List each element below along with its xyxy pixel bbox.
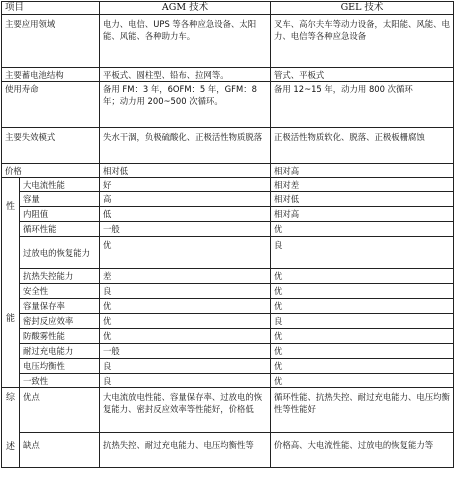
category-performance-top: 性 <box>5 202 15 212</box>
perf-label: 防酸雾性能 <box>20 329 100 344</box>
agm-failure: 失水干涸，负极硫酸化、正极活性物质脱落 <box>100 128 271 164</box>
gel-pros: 循环性能、抗热失控、耐过充电能力、电压均衡性等性能好 <box>271 388 454 433</box>
perf-agm: 良 <box>100 359 271 374</box>
agm-pros: 大电流放电性能、容量保存率、过放电的恢复能力、密封反应效率等性能好，价格低 <box>100 388 271 433</box>
row-performance <box>2 284 454 299</box>
label-cons: 缺点 <box>20 433 100 468</box>
perf-agm: 良 <box>100 374 271 388</box>
perf-label: 大电流性能 <box>20 178 100 192</box>
gel-failure: 正极活性物质软化、脱落、正极板栅腐蚀 <box>271 128 454 164</box>
label-application: 主要应用领域 <box>2 15 100 68</box>
row-performance <box>2 344 454 359</box>
perf-gel: 优 <box>271 329 454 344</box>
row-performance <box>2 359 454 374</box>
perf-gel: 相对高 <box>271 207 454 222</box>
perf-gel: 相对差 <box>271 178 454 192</box>
perf-label: 循环性能 <box>20 222 100 237</box>
row-performance <box>2 329 454 344</box>
row-performance <box>2 207 454 222</box>
row-cons <box>2 433 454 468</box>
label-structure: 主要蓄电池结构 <box>2 68 100 82</box>
perf-agm: 优 <box>100 237 271 269</box>
perf-agm: 差 <box>100 269 271 284</box>
perf-agm: 一般 <box>100 344 271 359</box>
header-gel: GEL 技术 <box>271 2 454 15</box>
perf-agm: 高 <box>100 192 271 207</box>
row-performance <box>2 269 454 284</box>
perf-agm: 优 <box>100 314 271 329</box>
row-performance <box>2 314 454 329</box>
perf-gel: 优 <box>271 284 454 299</box>
row-performance <box>2 178 454 192</box>
perf-agm: 一般 <box>100 222 271 237</box>
perf-gel: 优 <box>271 299 454 314</box>
agm-price: 相对低 <box>100 164 271 178</box>
perf-agm: 好 <box>100 178 271 192</box>
perf-label: 电压均衡性 <box>20 359 100 374</box>
agm-gel-comparison-table <box>1 1 454 468</box>
perf-label: 密封反应效率 <box>20 314 100 329</box>
category-summary <box>2 388 20 468</box>
perf-gel: 优 <box>271 222 454 237</box>
header-row <box>2 2 454 15</box>
label-failure: 主要失效模式 <box>2 128 100 164</box>
gel-life: 备用 12~15 年，动力用 800 次循环 <box>271 82 454 128</box>
label-price: 价格 <box>2 164 100 178</box>
row-life <box>2 82 454 128</box>
row-structure <box>2 68 454 82</box>
perf-label: 抗热失控能力 <box>20 269 100 284</box>
row-performance <box>2 192 454 207</box>
agm-application: 电力、电信、UPS 等各种应急设备、太阳能、风能、各种助力车。 <box>100 15 271 68</box>
agm-life: 备用 FM：3 年，6OFM：5 年，GFM：8 年；动力用 200~500 次循环。 <box>100 82 271 128</box>
header-item: 项目 <box>2 2 100 15</box>
perf-label: 安全性 <box>20 284 100 299</box>
perf-gel: 优 <box>271 344 454 359</box>
gel-cons: 价格高、大电流性能、过放电的恢复能力等 <box>271 433 454 468</box>
perf-label: 一致性 <box>20 374 100 388</box>
row-pros <box>2 388 454 433</box>
row-price <box>2 164 454 178</box>
perf-label: 容量保存率 <box>20 299 100 314</box>
category-performance-bottom: 能 <box>5 314 15 324</box>
row-performance <box>2 237 454 269</box>
category-summary-bottom: 述 <box>5 442 15 452</box>
perf-label: 耐过充电能力 <box>20 344 100 359</box>
agm-structure: 平板式、圆柱型、铅布、拉网等。 <box>100 68 271 82</box>
gel-price: 相对高 <box>271 164 454 178</box>
perf-agm: 良 <box>100 284 271 299</box>
row-performance <box>2 374 454 388</box>
perf-gel: 相对低 <box>271 192 454 207</box>
row-performance <box>2 299 454 314</box>
perf-label: 过放电的恢复能力 <box>20 237 100 269</box>
label-pros: 优点 <box>20 388 100 433</box>
row-failure <box>2 128 454 164</box>
gel-application: 叉车、高尔夫车等动力设备，太阳能、风能、电力、电信等各种应急设备 <box>271 15 454 68</box>
perf-agm: 优 <box>100 299 271 314</box>
perf-gel: 优 <box>271 269 454 284</box>
category-summary-top: 综 <box>5 393 15 403</box>
gel-structure: 管式、平板式 <box>271 68 454 82</box>
perf-label: 内阻值 <box>20 207 100 222</box>
perf-gel: 优 <box>271 359 454 374</box>
agm-cons: 抗热失控、耐过充电能力、电压均衡性等 <box>100 433 271 468</box>
perf-gel: 良 <box>271 237 454 269</box>
perf-gel: 优 <box>271 374 454 388</box>
category-performance <box>2 178 20 388</box>
perf-agm: 优 <box>100 329 271 344</box>
perf-gel: 良 <box>271 314 454 329</box>
label-life: 使用寿命 <box>2 82 100 128</box>
perf-agm: 低 <box>100 207 271 222</box>
row-performance <box>2 222 454 237</box>
row-application <box>2 15 454 68</box>
perf-label: 容量 <box>20 192 100 207</box>
header-agm: AGM 技术 <box>100 2 271 15</box>
